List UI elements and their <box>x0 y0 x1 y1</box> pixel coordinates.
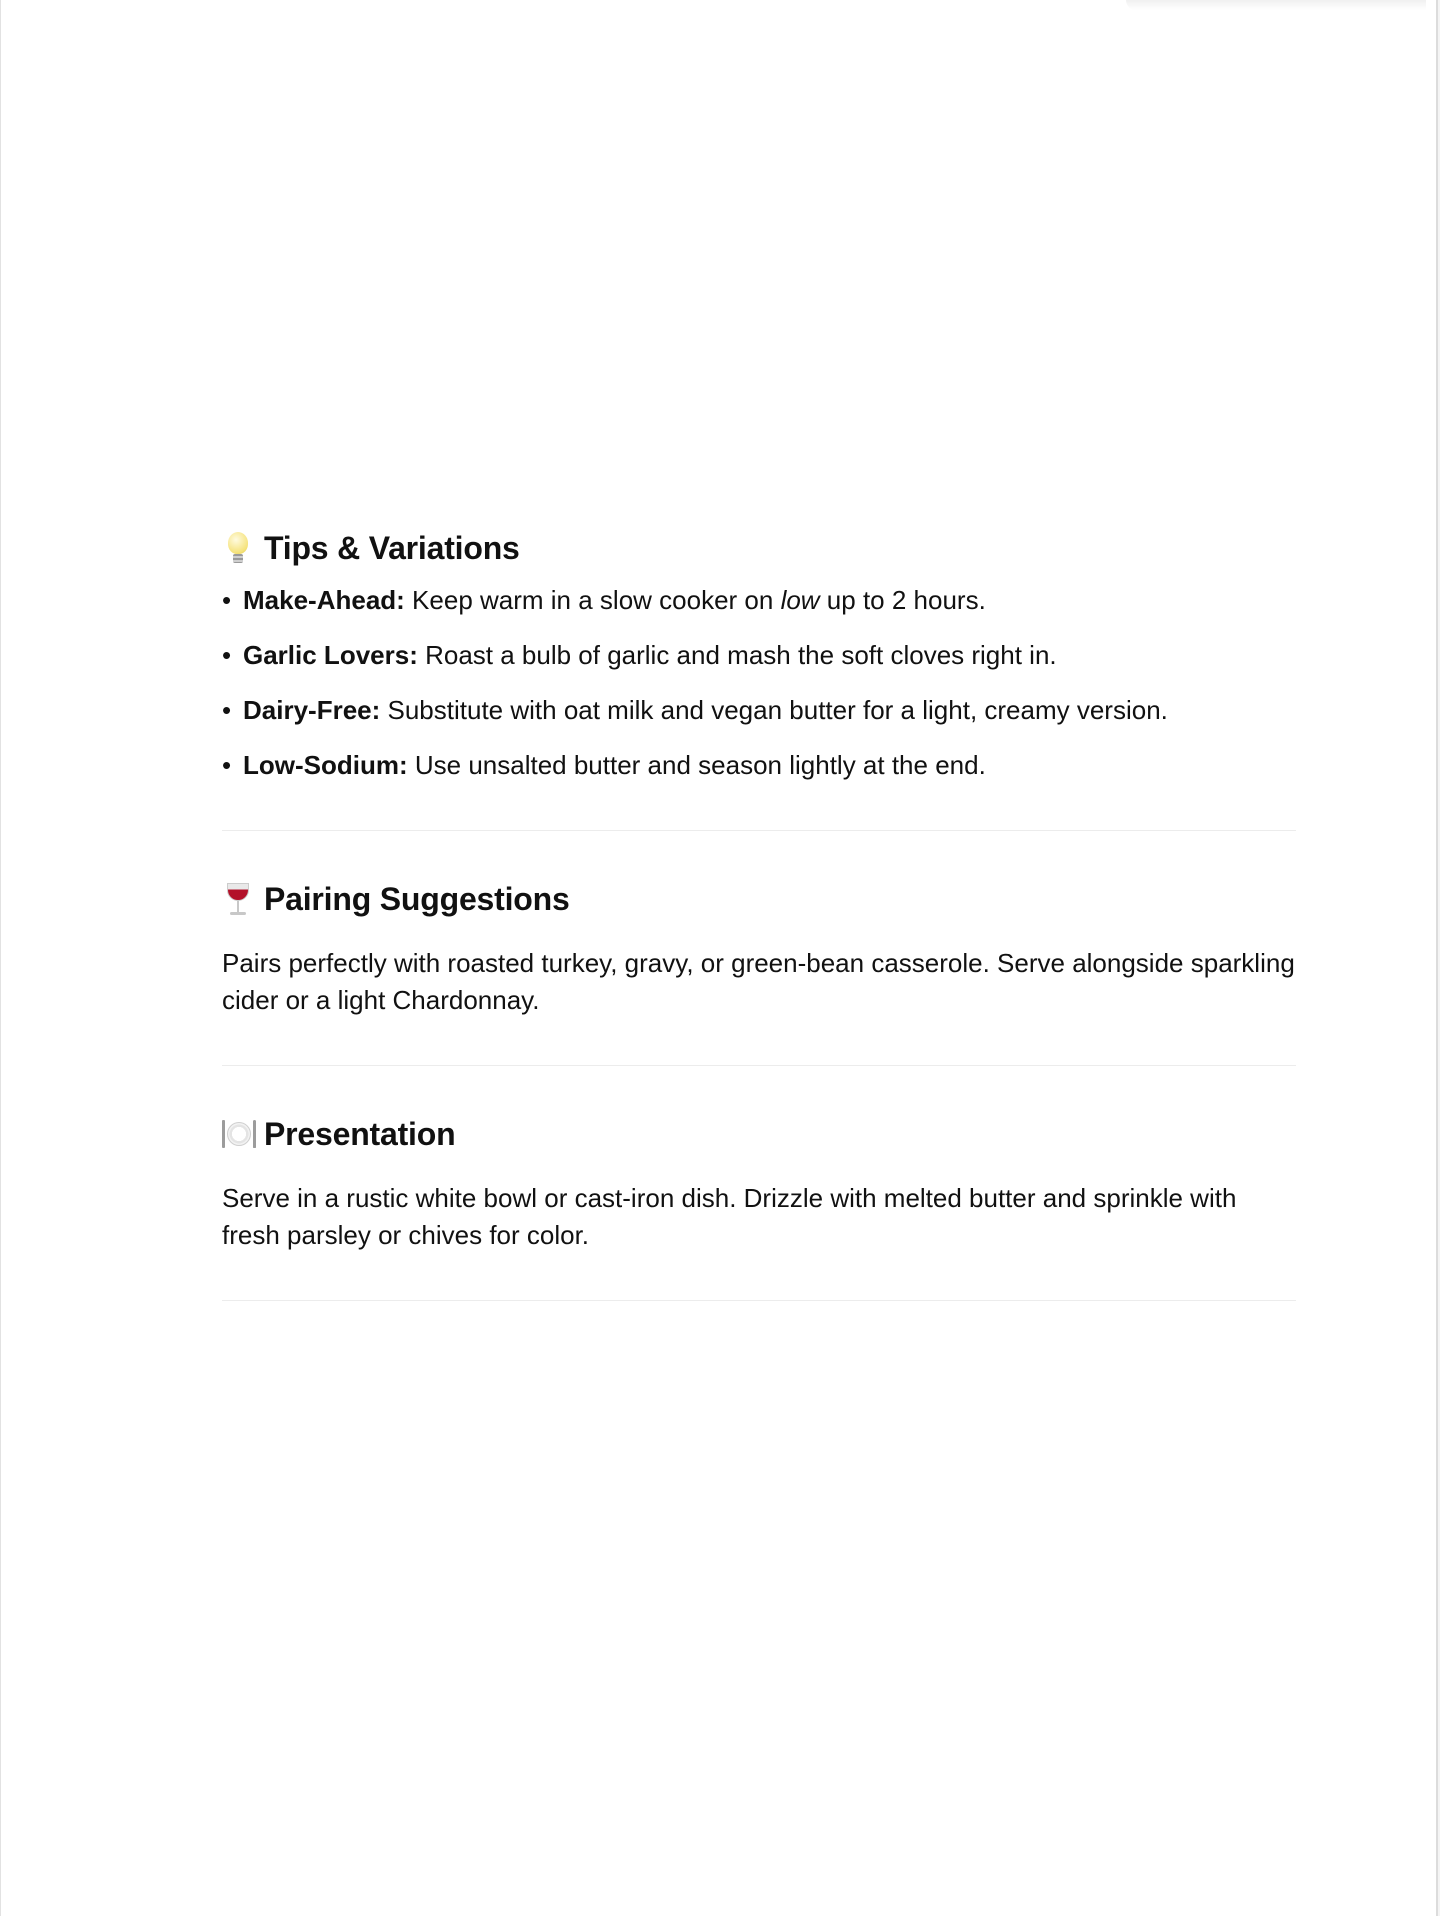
presentation-section <box>222 1066 1296 1301</box>
tips-list <box>222 582 1296 783</box>
bullet: • <box>222 695 232 725</box>
presentation-title: Presentation <box>264 1116 456 1152</box>
tip-label: Garlic Lovers: <box>243 640 418 670</box>
presentation-heading <box>222 1106 1296 1162</box>
list-item: • Garlic Lovers: Roast a bulb of garlic and mash the soft cloves right in. <box>222 637 1296 673</box>
bullet: • <box>222 640 232 670</box>
pairing-title: Pairing Suggestions <box>264 881 570 917</box>
list-item: • Make-Ahead: Keep warm in a slow cooker on low up to 2 hours. <box>222 582 1296 618</box>
list-item: • Low-Sodium: Use unsalted butter and season lightly at the end. <box>222 747 1296 783</box>
tip-label: Make-Ahead: <box>243 585 405 615</box>
page-corner-shadow <box>1126 0 1426 10</box>
tip-emphasis: low <box>780 585 820 615</box>
pairing-section <box>222 831 1296 1066</box>
list-item: • Dairy-Free: Substitute with oat milk and vegan butter for a light, creamy version. <box>222 692 1296 728</box>
bullet: • <box>222 585 232 615</box>
tips-section <box>222 520 1296 831</box>
light-bulb-icon <box>222 530 252 566</box>
tips-title: Tips & Variations <box>264 530 520 566</box>
bullet: • <box>222 750 232 780</box>
tip-label: Dairy-Free: <box>243 695 381 725</box>
pairing-heading <box>222 871 1296 927</box>
tip-label: Low-Sodium: <box>243 750 408 780</box>
presentation-body: Serve in a rustic white bowl or cast-iron dish. Drizzle with melted butter and sprinkle with fresh parsley or chives for color. <box>222 1183 1237 1250</box>
document-content <box>222 520 1296 1301</box>
tips-heading <box>222 520 1296 576</box>
pairing-body: Pairs perfectly with roasted turkey, gravy, or green-bean casserole. Serve alongside sparkling cider or a light Chardonnay. <box>222 948 1295 1015</box>
plate-icon <box>222 1116 252 1152</box>
wine-glass-icon <box>222 881 252 917</box>
